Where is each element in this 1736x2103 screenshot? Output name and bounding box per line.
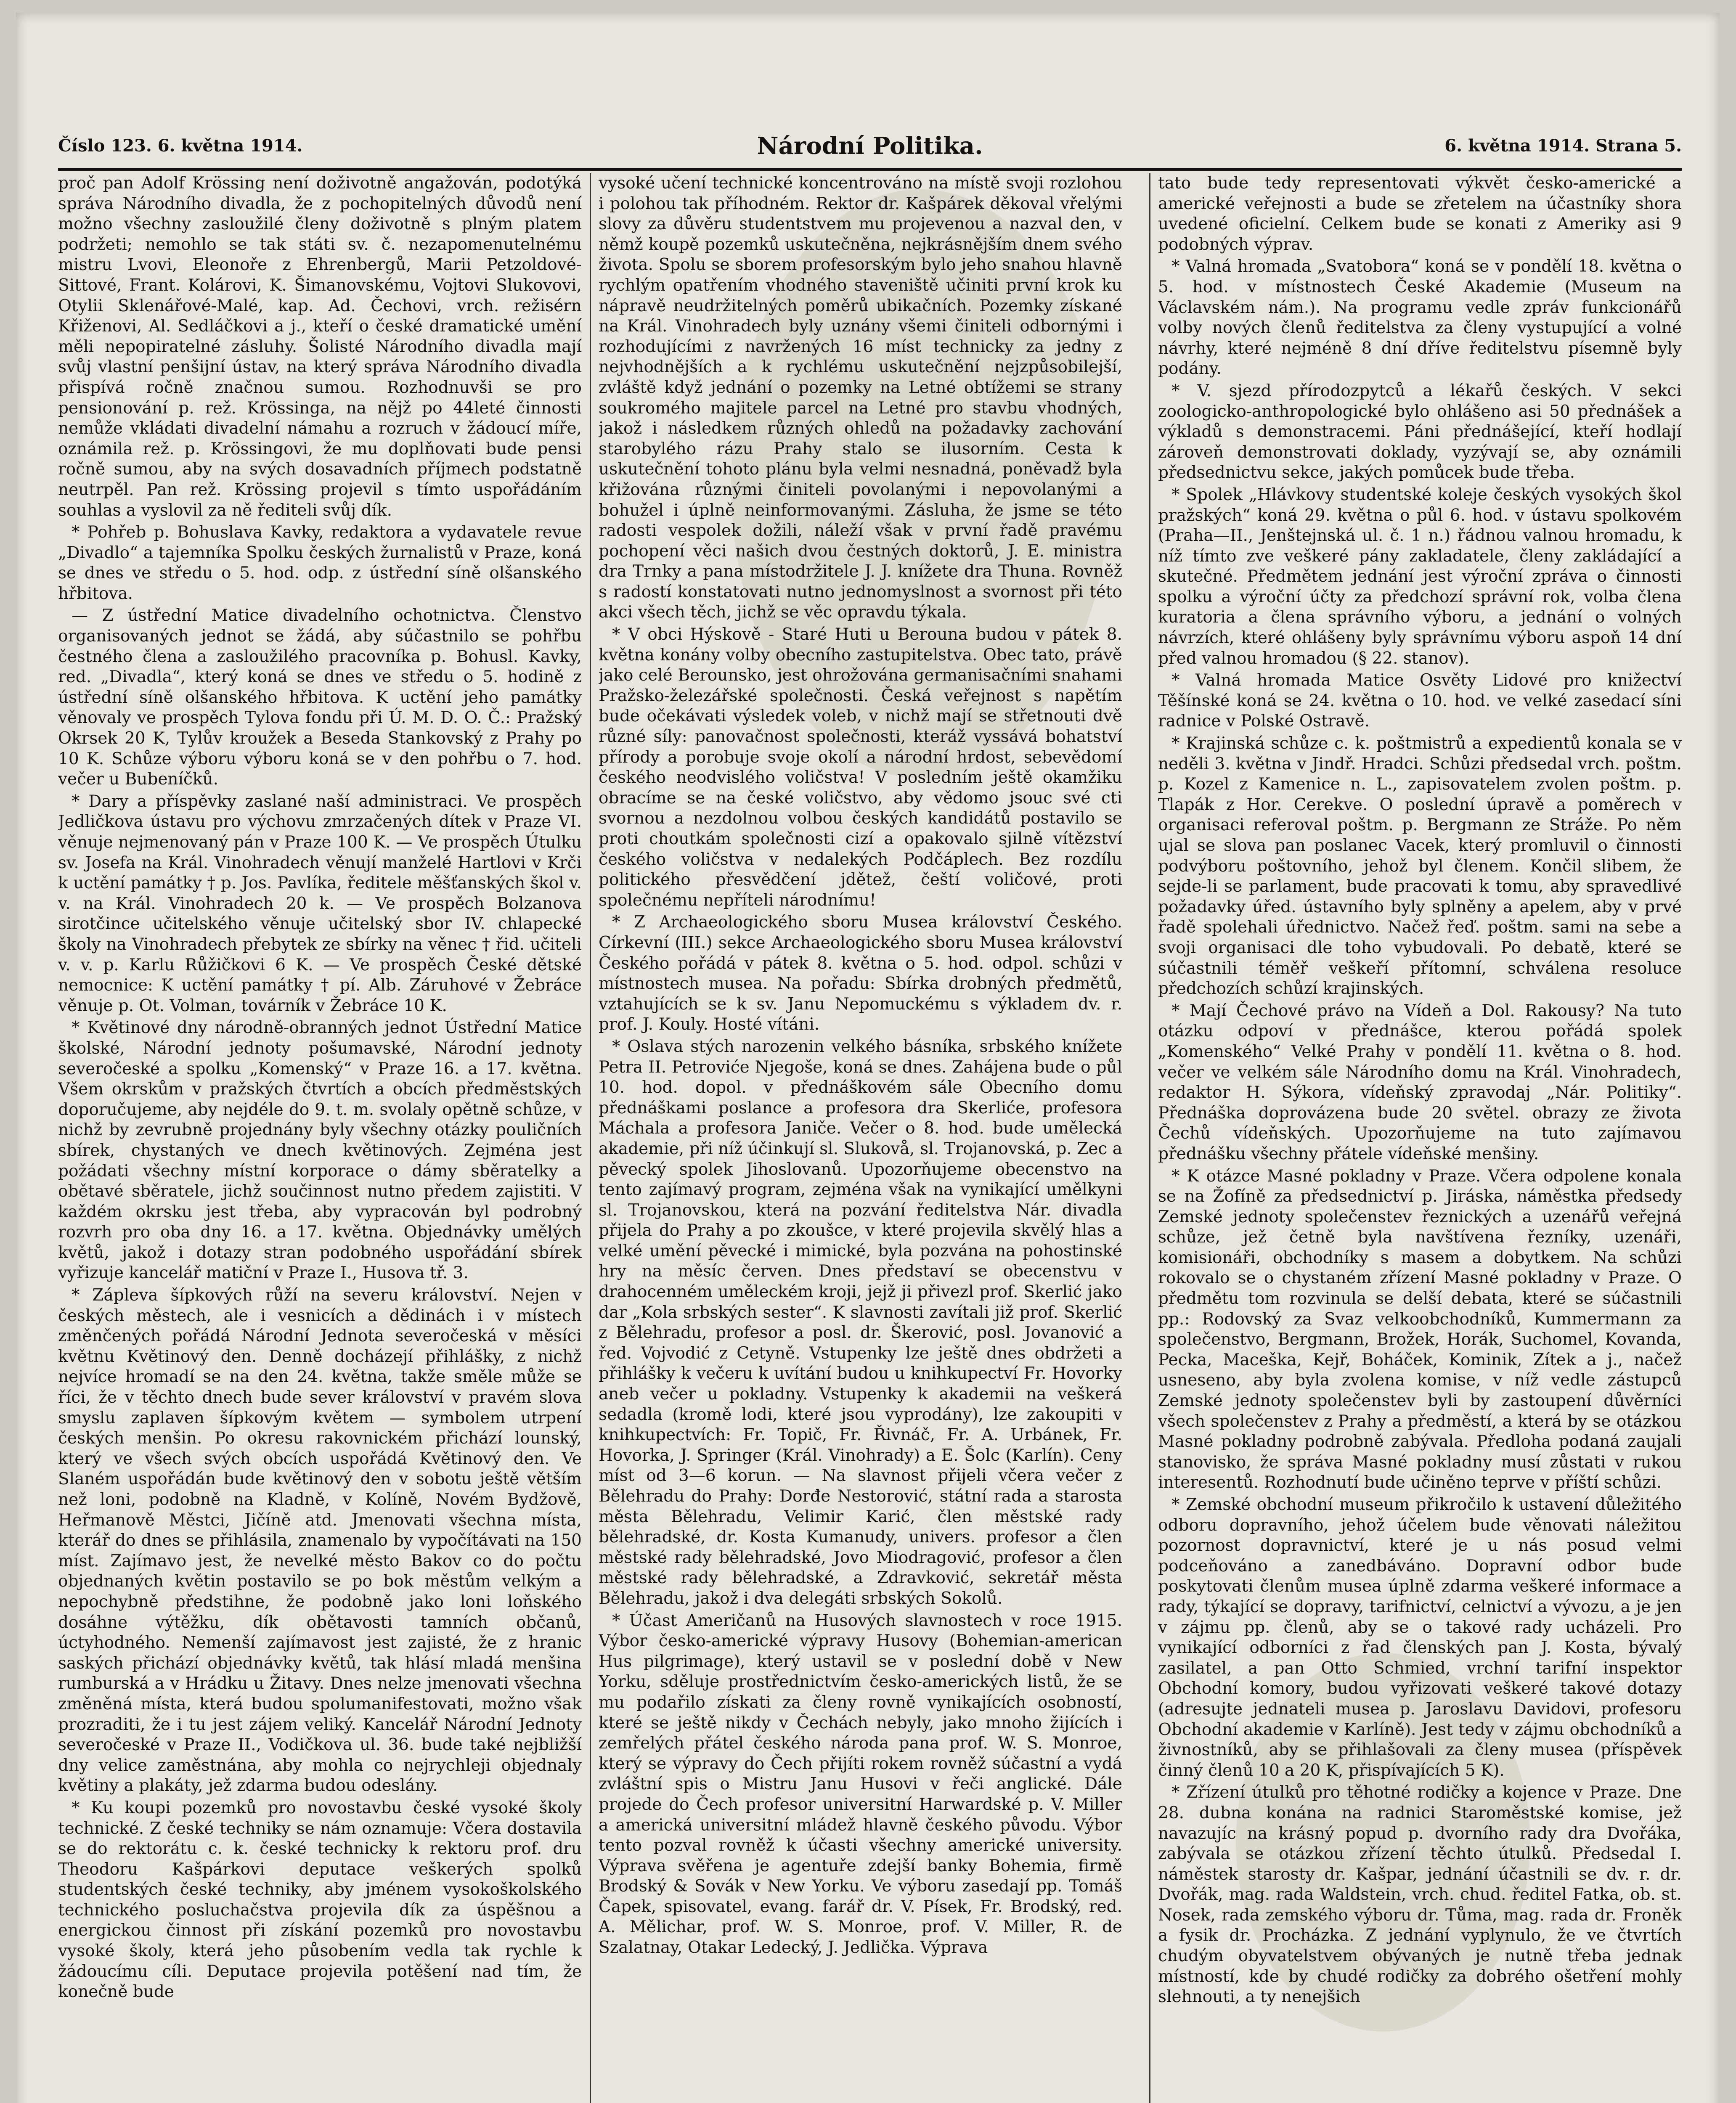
article-paragraph: * Ku koupi pozemků pro novostavbu české vysoké školy technické. Z české techniky se nám oznamuje: Včera dostavila se do rektorátu c. k. české technicky k rektoru prof. dru Theodoru Kašpárkovi deputace veškerých spolků studentských české techniky, aby jménem vysokoškolského technického posluchačstva projevila dík za úspěšnou a energickou činnost při získání pozemků pro novostavbu vysoké školy, která jeho působením vedla tak rychle k žádoucímu cíli. Deputace projevila potěšení nad tím, že konečně bude bbox=[58, 1798, 582, 2002]
article-paragraph: proč pan Adolf Krössing není doživotně angažován, podotýká správa Národního divadla, že z pochopitelných důvodů není možno všechny zasloužilé členy doživotně s plným platem podržeti; nemohlo se tak státi sv. č. nezapomenutelnému mistru Lvovi, Eleonoře z Ehrenbergů, Marii Petzoldové-Sittové, Frant. Kolárovi, K. Šimanovskému, Vojtovi Slukovovi, Otylii Sklenářové-Malé, kap. Ad. Čechovi, vrch. režisérn Křiženovi, Al. Sedláčkovi a j., kteří o české dramatické umění měli nepopiratelné zásluhy. Šolisté Národního divadla mají svůj vlastní penšijní ústav, na který správa Národního divadla přispívá ročně značnou sumou. Rozhodnuvši se pro pensionování p. rež. Krössinga, na nějž po 44leté činnosti nemůže vkládati divadelní námahu a rozruch v žádoucí míře, oznámila rež. p. Krössingovi, že mu doplňovati bude pensi ročně sumou, aby na svých dosavadních příjmech podstatně neutrpěl. Pan rež. Krössing projevil s tímto uspořádáním souhlas a vyslovil za ně řediteli svůj dík. bbox=[58, 174, 582, 520]
column-3 bbox=[1158, 173, 1682, 2103]
column-2 bbox=[599, 173, 1122, 2103]
article-paragraph: — Z ústřední Matice divadelního ochotnictva. Členstvo organisovaných jednot se žádá, aby súčastnilo se pohřbu čestného člena a zasloužilého pracovníka p. Bohusl. Kavky, red. „Divadla“, který koná se dnes ve středu o 5. hodině z ústřední síně olšanského hřbitova. K uctění jeho památky věnovaly ve prospěch Tylova fondu při Ú. M. D. O. Č.: Pražský Okrsek 20 K, Tylův kroužek a Beseda Stankovský z Prahy po 10 K. Schůze výboru výboru koná se v den pohřbu o 7. hod. večer u Bubeníčků. bbox=[58, 606, 582, 789]
article-paragraph: * V obci Hýskově - Staré Huti u Berouna budou v pátek 8. května konány volby obecního zastupitelstva. Obec tato, právě jako celé Berounsko, jest ohrožována germanisačními snahami Pražsko-železářské společnosti. Česká veřejnost s napětím bude očekávati výsledek voleb, v nichž mají se střetnouti dvě různé síly: panovačnost společnosti, kteráž vyssává bohatství přírody a porobuje svoje okolí a národní hrdost, sebevědomí českého neodvislého voličstva! V posledním ještě okamžiku obracíme se na české voličstvo, aby vědomo jsouc své cti svornou a nezdolnou volbou českých kandidátů postavilo se proti choutkám společnosti cizí a opakovalo sjilně vítězství českého voličstva v nedalekých Podčáplech. Bez rozdílu politického přesvědčení jdětež, čeští voličové, proti společnému nepříteli národnímu! bbox=[599, 625, 1122, 910]
article-paragraph: * Květinové dny národně-obranných jednot Ústřední Matice školské, Národní jednoty pošumavské, Národní jednoty severočeské a spolku „Komenský“ v Praze 16. a 17. května. Všem okrskům v pražských čtvrtích a obcích předměstských doporučujeme, aby nejdéle do 9. t. m. svolaly opětně schůze, v nichž by zevrubně projednány byly všechny otázky pouličních sbírek, chystaných ve dnech květinových. Zejména jest požádati všechny místní korporace o dámy sběratelky a obětavé sběratele, jichž součinnost nutno předem zajistiti. V každém okrsku jest třeba, aby vypracován byl podrobný rozvrh pro oba dny 16. a 17. května. Objednávky umělých květů, jakož i dotazy stran podobného uspořádání sbírek vyřizuje kancelář matiční v Praze I., Husova tř. 3. bbox=[58, 1018, 582, 1283]
page-header bbox=[58, 127, 1682, 165]
column-divider bbox=[1149, 173, 1150, 2103]
issue-info: Číslo 123. 6. května 1914. bbox=[58, 136, 303, 156]
article-paragraph: * V. sjezd přírodozpytců a lékařů českých. V sekci zoologicko-anthropologické bylo ohlášeno asi 50 přednášek a výkladů s demonstracemi. Páni přednášející, kteří hodlají zároveň demonstrovati doklady, vyzývají se, aby oznámili předsednictvu sekce, jakých pomůcek bude třeba. bbox=[1158, 381, 1682, 482]
header-rule bbox=[58, 168, 1682, 171]
masthead-title: Národní Politika. bbox=[757, 132, 983, 160]
article-paragraph: * Účast Američanů na Husových slavnostech v roce 1915. Výbor česko-americké výpravy Husovy (Bohemian-american Hus pilgrimage), který ustavil se v poslední době v New Yorku, sděluje prostřednictvím česko-amerických listů, že se mu podařilo získati za členy rovně vynikajících osobností, které se ještě nikdy v Čechách nebyly, jako mnoho žijících i zemřelých přátel českého národa pana prof. W. S. Monroe, který se výpravy do Čech přijíti rokem rovněž súčastní a vydá zvláštní spis o Mistru Janu Husovi v řeči anglické. Dále projede do Čech profesor universitní Harwardské p. V. Miller a americká universitní mládež hlavně českého původu. Výbor tento pozval rovněž k účasti všechny americké university. Výprava svěřena je agentuře zdejší banky Bohemia, firmě Brodský & Sovák v New Yorku. Ve výboru zasedají pp. Tomáš Čapek, spisovatel, evang. farář dr. V. Písek, Fr. Brodský, red. A. Mělichar, prof. W. S. Monroe, prof. V. Miller, R. de Szalatnay, Otakar Ledecký, J. Jedlička. Výprava bbox=[599, 1611, 1122, 1957]
article-paragraph: * Valná hromada „Svatobora“ koná se v pondělí 18. května o 5. hod. v místnostech České Akademie (Museum na Václavském nám.). Na programu vedle zpráv funkcionářů volby nových členů ředitelstva za členy vystupující a volné návrhy, které nejméně 8 dní dříve ředitelstvu písemně byly podány. bbox=[1158, 257, 1682, 379]
article-paragraph: vysoké učení technické koncentrováno na místě svoji rozlohou i polohou tak příhodném. Rektor dr. Kašpárek děkoval vřelými slovy za důvěru studentstvem mu projevenou a nazval den, v němž koupě pozemků uskutečněna, nejkrásnějším dnem svého života. Spolu se sborem profesorským bylo jeho snahou hlavně rychlým opatřením vhodného staveniště učiniti první krok ku nápravě neudržitelných poměrů ubikačních. Pozemky získané na Král. Vinohradech byly uznány všemi činiteli odbornými i rozhodujícími z navržených 16 míst technicky za jedny z nejvhodnějších a k rychlému uskutečnění nejzpůsobilejší, zvláště když jednání o pozemky na Letné obtížemi se strany soukromého majitele parcel na Letné pro stavbu vhodných, jakož i následkem různých ohledů na požadavky zachování starobylého rázu Prahy stalo se ilusorním. Cesta k uskutečnění tohoto plánu byla velmi nesnadná, poněvadž byla křižována různými činiteli povolanými i nepovolanými a bohužel i úplně neinformovanými. Zásluha, že jsme se této radosti vespolek dožili, náleží však v první řadě pravému pochopení věci našich dvou čestných doktorů, J. E. ministra dra Trnky a pana místodržitele J. J. knížete dra Thuna. Rovněž s radostí konstatovati nutno jednomyslnost a svornost při této akci všech těch, jichž se věc opravdu týkala. bbox=[599, 174, 1122, 622]
article-paragraph: * Zápleva šípkových růží na severu království. Nejen v českých městech, ale i vesnicích a dědinách i v místech změnčených pořádá Národní Jednota severočeská v měsíci květnu Květinový den. Denně docházejí přihlášky, z nichž nejvíce hromadí se na den 24. května, takže směle může se říci, že v těchto dnech bude sever království v pravém slova smyslu zaplaven šípkovým květem — symbolem utrpení českých menšin. Po okresu rakovnickém přichází lounský, který ve všech svých obcích uspořádá Květinový den. Ve Slaném uspořádán bude květinový den v sobotu ještě větším než loni, podobně na Kladně, v Kolíně, Novém Bydžově, Heřmanově Městci, Jičíně atd. Jmenovati všechna místa, kterář do dnes se přihlásila, znamenalo by vypočítávati na 150 míst. Zajímavo jest, že nevelké město Bakov co do počtu objednaných květin postavilo se po bok městům velkým a nepochybně předstihne, že podobně jako loni loňského dosáhne výtěžku, dík obětavosti tamních občanů, úctyhodného. Nemenší zajímavost jest zajisté, že z hranic saských přichází objednávky květů, tak hlásí mladá menšina rumburská a v Hrádku u Žitavy. Dnes nelze jmenovati všechna změněná místa, která budou spolumanifestovati, možno však prozraditi, že i tu jest zájem veliký. Kancelář Národní Jednoty severočeské v Praze II., Vodičkova ul. 36. bude také nejbližší dny velice zaměstnána, aby mohla co nejrychleji objednaly květiny a plakáty, jež zdarma budou odeslány. bbox=[58, 1286, 582, 1796]
article-paragraph: * Pohřeb p. Bohuslava Kavky, redaktora a vydavatele revue „Divadlo“ a tajemníka Spolku českých žurnalistů v Praze, koná se dnes ve středu o 5. hod. odp. z ústřední síně olšanského hřbitova. bbox=[58, 523, 582, 603]
article-paragraph: * Zřízení útulků pro těhotné rodičky a kojence v Praze. Dne 28. dubna konána na radnici Staroměstské komise, jež navazujíc na krásný popud p. dvorního rady dra Dvořáka, zabývala se otázkou zřízení těchto útulků. Předsedal I. náměstek starosty dr. Kašpar, jednání účastnili se dv. r. dr. Dvořák, mag. rada Waldstein, vrch. chud. ředitel Fatka, ob. st. Nosek, rada zemského výboru dr. Tůma, mag. rada dr. Froněk a fysik dr. Procházka. Z jednání vyplynulo, že ve čtvrtích chudým obyvatelstvem obývaných je nutně třeba jednak místností, kde by chudé rodičky za dobrého ošetření mohly slehnouti, a ty nenejšich bbox=[1158, 1783, 1682, 2007]
article-paragraph: * Krajinská schůze c. k. poštmistrů a expedientů konala se v neděli 3. května v Jindř. Hradci. Schůzi předsedal vrch. poštm. p. Kozel z Kamenice n. L., zapisovatelem zvolen poštm. p. Tlapák z Hor. Cerekve. O poslední úpravě a poměrech v organisaci referoval poštm. p. Bergmann ze Stráže. Po něm ujal se slova pan poslanec Vacek, který promluvil o činnosti podvýboru poštovního, jehož byl členem. Končil slibem, že sejde-li se parlament, bude pracovati k tomu, aby spravedlivé požadavky úřed. ústavního byly splněny a apelem, aby v prvé řadě spolehali úřednictvo. Načež řeď. poštm. sami na sebe a svoji organisaci dle toho vybudovali. Po debatě, které se súčastnili téměř veškeří přítomní, schválena resoluce předchozích schůzí krajinských. bbox=[1158, 734, 1682, 999]
article-paragraph: * Oslava stých narozenin velkého básníka, srbského knížete Petra II. Petroviće Njegoše, koná se dnes. Zahájena bude o půl 10. hod. dopol. v přednáškovém sále Obecního domu přednáškami poslance a profesora dra Skerliće, profesora Máchala a profesora Janiče. Večer o 8. hod. bude umělecká akademie, při níž účinkují sl. Slukovå, sl. Trojanovská, p. Zec a pěvecký spolek Jihoslovanů. Upozorňujeme obecenstvo na tento zajímavý program, zejména však na vynikající umělkyni sl. Trojanovskou, která na pozvání ředitelstva Nár. divadla přijela do Prahy a po zkoušce, v které projevila skvělý hlas a velké umění pěvecké i mimické, byla pozvána na pohostinské hry na měsíc červen. Dnes představí se obecenstvu v drahocenném uměleckém kroji, jejž ji přivezl prof. Skerlić jako dar „Kola srbských sester“. K slavnosti zavítali již prof. Skerlić z Bělehradu, profesor a posl. dr. Škerović, posl. Jovanović a řed. Vojvodić z Cetyně. Vstupenky lze ještě dnes obdržeti a přihlášky k večeru k uvítání budou u knihkupectví Fr. Hovorky aneb večer u pokladny. Vstupenky k akademii na veškerá sedadla (kromě lodi, které jsou vyprodány), lze zakoupiti v knihkupectvích: Fr. Topič, Fr. Řivnáč, Fr. A. Urbánek, Fr. Hovorka, J. Springer (Král. Vinohrady) a E. Šolc (Karlín). Ceny míst od 3—6 korun. — Na slavnost přijeli včera večer z Bělehradu do Prahy: Dorđe Nestorović, státní rada a starosta města Bělehradu, Velimir Karić, člen městské rady bělehradské, dr. Kosta Kumanudy, univers. profesor a člen městské rady bělehradské, Jovo Miodragović, profesor a člen městské rady bělehradské, a Zdravković, sekretář města Bělehradu, jakož i dva delegáti srbských Sokolů. bbox=[599, 1037, 1122, 1608]
article-paragraph: tato bude tedy representovati výkvět česko-americké a americké veřejnosti a bude se zřetelem na účastníky shora uvedené oficielní. Celkem bude se konati z Ameriky asi 9 podobných výprav. bbox=[1158, 174, 1682, 254]
article-paragraph: * K otázce Masné pokladny v Praze. Včera odpolene konala se na Žofíně za předsednictví p. Jiráska, náměstka předsedy Zemské jednoty společenstev řeznických a uzenářů veřejná schůze, jež četně byla navštívena řezníky, uzenáři, komisionáři, obchodníky s masem a dobytkem. Na schůzi rokovalo se o chystaném zřízení Masné pokladny v Praze. O předmětu tom rozvinula se delší debata, které se súčastnili pp.: Rodovský za Svaz velkoobchodníků, Kummermann za společenstvo, Bergmann, Brožek, Horák, Suchomel, Kovanda, Pecka, Maceška, Kejř, Boháček, Kominik, Zítek a j., načež usneseno, aby byla zvolena komise, v níž vedle zástupců Zemské jednoty společenstev byli by zastoupení důvěrníci všech společenstev z Prahy a předměstí, a která by se otázkou Masné pokladny podrobně zabývala. Předloha podaná zaujali stanovisko, že správa Masné pokladny musí zůstati v rukou interesentů. Rozhodnutí bude učiněno teprve v příští schůzi. bbox=[1158, 1166, 1682, 1492]
article-paragraph: * Zemské obchodní museum přikročilo k ustavení důležitého odboru dopravního, jehož účelem bude věnovati náležitou pozornost dopravnictví, které je u nás posud velmi podceňováno a zanedbáváno. Dopravní odbor bude poskytovati členům musea úplně zdarma veškeré informace a rady, týkající se dopravy, tarifnictví, celnictví a vývozu, a je jen v zájmu pp. členů, aby se o takové rady ucházeli. Pro vynikající odborníci z řad členských pan J. Kosta, bývalý zasilatel, a pan Otto Schmied, vrchní tarifní inspektor Obchodní komory, budou vyřizovati veškeré takové dotazy (adresujte jednateli musea p. Jaroslavu Davidovi, profesoru Obchodní akademie v Karlíně). Jest tedy v zájmu obchodníků a živnostníků, aby se přihlašovali za členy musea (příspěvek činný členů 10 a 20 K, přispívajících 5 K). bbox=[1158, 1495, 1682, 1780]
article-paragraph: * Valná hromada Matice Osvěty Lidové pro knižectví Těšínské koná se 24. května o 10. hod. ve velké zasedací síni radnice v Polské Ostravě. bbox=[1158, 671, 1682, 731]
article-paragraph: * Dary a příspěvky zaslané naší administraci. Ve prospěch Jedličkova ústavu pro výchovu zmrzačených dítek v Praze VI. věnuje nejmenovaný pán v Praze 100 K. — Ve prospěch Útulku sv. Josefa na Král. Vinohradech věnují manželé Hartlovi v Krči k uctění památky † p. Jos. Pavlíka, ředitele měšťanských škol v. v. na Král. Vinohradech 20 k. — Ve prospěch Bolzanova sirotčince učitelského věnuje učitelský sbor IV. chlapecké školy na Vinohradech přebytek ze sbírky na věnec † řid. učiteli v. v. p. Karlu Růžičkovi 6 K. — Ve prospěch České dětské nemocnice: K uctění památky † pí. Alb. Záruhové v Žebráce věnuje p. Ot. Volman, továrník v Žebráce 10 K. bbox=[58, 792, 582, 1015]
page-number-info: 6. května 1914. Strana 5. bbox=[1444, 136, 1682, 156]
article-paragraph: * Mají Čechové právo na Vídeň a Dol. Rakousy? Na tuto otázku odpoví v přednášce, kterou pořádá spolek „Komenského“ Velké Prahy v pondělí 11. května o 8. hod. večer ve velkém sále Národního domu na Král. Vinohradech, redaktor H. Sýkora, vídeňský zpravodaj „Nár. Politiky“. Přednáška doprovázena bude 20 světel. obrazy ze života Čechů vídeňských. Upozorňujeme na tuto zajímavou přednášku všechny přátele vídeňské menšiny. bbox=[1158, 1001, 1682, 1163]
column-1 bbox=[58, 173, 582, 2103]
article-paragraph: * Spolek „Hlávkovy studentské koleje českých vysokých škol pražských“ koná 29. května o půl 6. hod. v ústavu spolkovém (Praha—II., Jenštejnská ul. č. 1 n.) řádnou valnou hromadu, k níž tímto zve veškeré pány zakladatele, členy zakládající a skutečné. Předmětem jednání jest výroční zpráva o činnosti spolku a výroční účty za předchozí správní rok, volba člena kuratoria a člena správního výboru, a jednání o volných návrzích, které ohlášeny byly správnímu výboru aspoň 14 dní před valnou hromadou (§ 22. stanov). bbox=[1158, 485, 1682, 668]
article-paragraph: * Z Archaeologického sboru Musea království Českého. Církevní (III.) sekce Archaeologického sboru Musea království Českého pořádá v pátek 8. května o 5. hod. odpol. schůzi v místnostech musea. Na pořadu: Sbírka drobných předmětů, vztahujících se k sv. Janu Nepomuckému s výkladem dv. r. prof. J. Kouly. Hosté vítáni. bbox=[599, 913, 1122, 1034]
newspaper-page bbox=[16, 13, 1720, 2103]
column-divider bbox=[590, 173, 591, 2103]
